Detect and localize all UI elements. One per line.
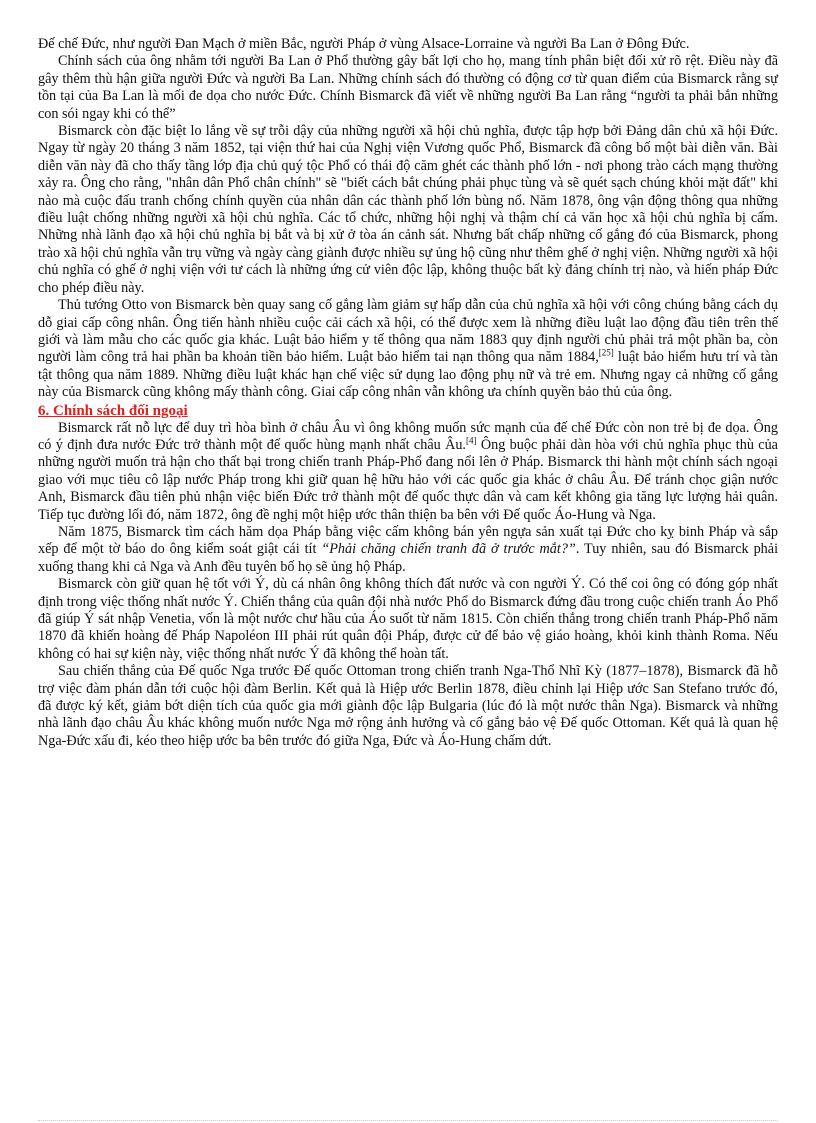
reference-link[interactable]: [25] (598, 347, 614, 358)
paragraph-continuation: Đế chế Đức, như người Đan Mạch ở miền Bắc, người Pháp ở vùng Alsace-Lorraine và người Ba Lan ở Đông Đức. (38, 36, 690, 52)
paragraph-polish-policy: Chính sách của ông nhằm tới người Ba Lan ở Phổ thường gây bất lợi cho họ, mang tính phân biệt đối xử rõ rệt. Điều này đã gây thêm thù hận giữa người Đức và người Ba Lan. Những chính sách đó thường có động cơ từ quan điểm của Bismarck rằng sự tồn tại của Ba Lan là mối đe dọa cho nước Đức. Chính Bismarck đã viết về những người Ba Lan rằng “người ta phải bắn những con sói ngay khi có thể” (38, 53, 778, 122)
document-page (38, 36, 778, 750)
text-run: . Tuy nhiên, sau đó Bismarck phải xuống thang khi cả Nga và Anh đều tuyên bố họ sẽ ủng hộ Pháp. (38, 541, 779, 575)
page-bottom-rule (38, 1120, 778, 1121)
reference-link[interactable]: [4] (465, 435, 477, 446)
text-run: Năm 1875, Bismarck tìm cách hăm dọa Pháp bằng việc cấm không bán yên ngựa sản xuất tại Đức cho kỵ binh Pháp và sắp xếp để một tờ báo do ông kiểm soát giật cái tít (38, 523, 778, 558)
paragraph-berlin-congress: Sau chiến thắng của Đế quốc Nga trước Đế quốc Ottoman trong chiến tranh Nga-Thổ Nhĩ Kỳ (1877–1878), Bismarck đã hỗ trợ việc đàm phán dẫn tới cuộc hội đàm Berlin. Kết quả là Hiệp ước Berlin 1878, điều chỉnh lại Hiệp ước San Stefano trước đó, đã được ký kết, giảm bớt diện tích của quốc gia mới giành độc lập Bulgaria (lúc đó là một nước thân Nga). Bismarck và những nhà lãnh đạo châu Âu khác không muốn nước Nga mở rộng ảnh hưởng và cố gắng bảo vệ Đế quốc Ottoman. Kết quả là quan hệ Nga-Đức xấu đi, kéo theo hiệp ước ba bên trước đó giữa Nga, Đức và Áo-Hung chấm dứt. (38, 663, 778, 749)
text-run: Ông buộc phải dàn hòa với chủ nghĩa phục thù của những người muốn trả hận cho thất bại trong chiến tranh Pháp-Phổ đang nổi lên ở Pháp. Bismarck thi hành một chính sách ngoại giao với mục tiêu cô lập nước Pháp trong khi giữ quan hệ hữu hảo với các quốc gia khác ở châu Âu. Để tránh chọc giận nước Anh, Bismarck đầu tiên phủ nhận việc biến Đức trở thành một đế quốc thực dân và cam kết không gia tăng lực lượng hải quân. Tiếp tục đường lối đó, năm 1872, ông đề nghị một hiệp ước thân thiện ba bên với Đế quốc Áo-Hung và Nga. (38, 436, 778, 523)
paragraph-socialists: Bismarck còn đặc biệt lo lắng về sự trỗi dậy của những người xã hội chủ nghĩa, được tập hợp bởi Đảng dân chủ xã hội Đức. Ngay từ ngày 20 tháng 3 năm 1852, tại viện thứ hai của Nghị viện Vương quốc Phổ, Bismarck đã công bố một bài diễn văn. Bài diễn văn này đã cho thấy tầng lớp địa chủ quý tộc Phổ có thái độ căm ghét các thành phố lớn - nơi phong trào cách mạng thường xảy ra. Ông cho rằng, "nhân dân Phổ chân chính" sẽ "biết cách bắt chúng phải phục tùng và sẽ quét sạch chúng khỏi mặt đất" khi nào mà cuộc đấu tranh chống chính quyền của nhân dân các thành phố lớn bùng nổ. Năm 1878, ông vận động thông qua những điều luật chống những người xã hội chủ nghĩa. Các tổ chức, những hội nghị và thậm chí cả văn học xã hội chủ nghĩa bị cấm. Những nhà lãnh đạo xã hội chủ nghĩa bị bắt và bị xử ở tòa án cảnh sát. Nhưng bất chấp những cố gắng đó của Bismarck, phong trào xã hội chủ nghĩa vẫn trụ vững và ngày càng giành được nhiều sự ủng hộ cũng như thêm ghế ở nghị viện. Những người xã hội chủ nghĩa có ghế ở nghị viện với tư cách là những ứng cử viên độc lập, không thuộc bất kỳ đảng chính trị nào, và hiến pháp Đức cho phép điều này. (38, 123, 778, 296)
paragraph-italy: Bismarck còn giữ quan hệ tốt với Ý, dù cá nhân ông không thích đất nước và con người Ý. Có thể coi ông có đóng góp nhất định trong việc thống nhất nước Ý. Chiến thắng của quân đội nhà nước Phổ do Bismarck đứng đầu trong cuộc chiến tranh Áo Phổ đã giúp Ý sát nhập Venetia, vốn là một nước chư hầu của Áo suốt từ năm 1815. Còn chiến thắng trong chiến tranh Pháp-Phổ năm 1870 đã khiến hoàng đế Pháp Napoléon III phải rút quân đội Pháp, được cử để bảo vệ giáo hoàng, khỏi kinh thành Roma. Nếu không có hai sự kiện này, việc thống nhất nước Ý đã không thể hoàn tất. (38, 576, 778, 662)
paragraph-1875-crisis (38, 524, 778, 576)
text-run: Bismarck rất nỗ lực để duy trì hòa bình ở châu Âu vì ông không muốn sức mạnh của đế chế Đức còn non trẻ bị đe dọa. Ông có ý định đưa nước Đức trở thành một đế quốc hùng mạnh nhất châu Âu. (38, 419, 778, 453)
section-heading: 6. Chính sách đối ngoại (38, 402, 188, 419)
text-run: luật bảo hiểm hưu trí và tàn tật thông qua năm 1889. Những điều luật khác hạn chế việc sử dụng lao động phụ nữ và trẻ em. Nhưng ngay cả những cố gắng này của Bismarck cũng không mấy thành công. Giai cấp công nhân vẫn không ưa chính quyền bảo thủ của ông. (38, 349, 778, 401)
quoted-headline: “Phải chăng chiến tranh đã ở trước mắt?” (321, 541, 576, 558)
text-run: Thủ tướng Otto von Bismarck bèn quay sang cố gắng làm giảm sự hấp dẫn của chủ nghĩa xã hội với công chúng bằng cách dụ dỗ giai cấp công nhân. Ông tiến hành nhiều cuộc cải cách xã hội, có thể được xem là những điều luật lao động đầu tiên trên thế giới và làm mẫu cho các quốc gia khác. Luật bảo hiểm y tế thông qua năm 1883 quy định người chủ phải trả một phần ba, còn người làm công trả hai phần ba khoản tiền bảo hiểm. Luật bảo hiểm tai nạn thông qua năm 1884, (38, 297, 778, 366)
paragraph-foreign-policy (38, 420, 778, 524)
paragraph-social-reforms (38, 297, 778, 401)
